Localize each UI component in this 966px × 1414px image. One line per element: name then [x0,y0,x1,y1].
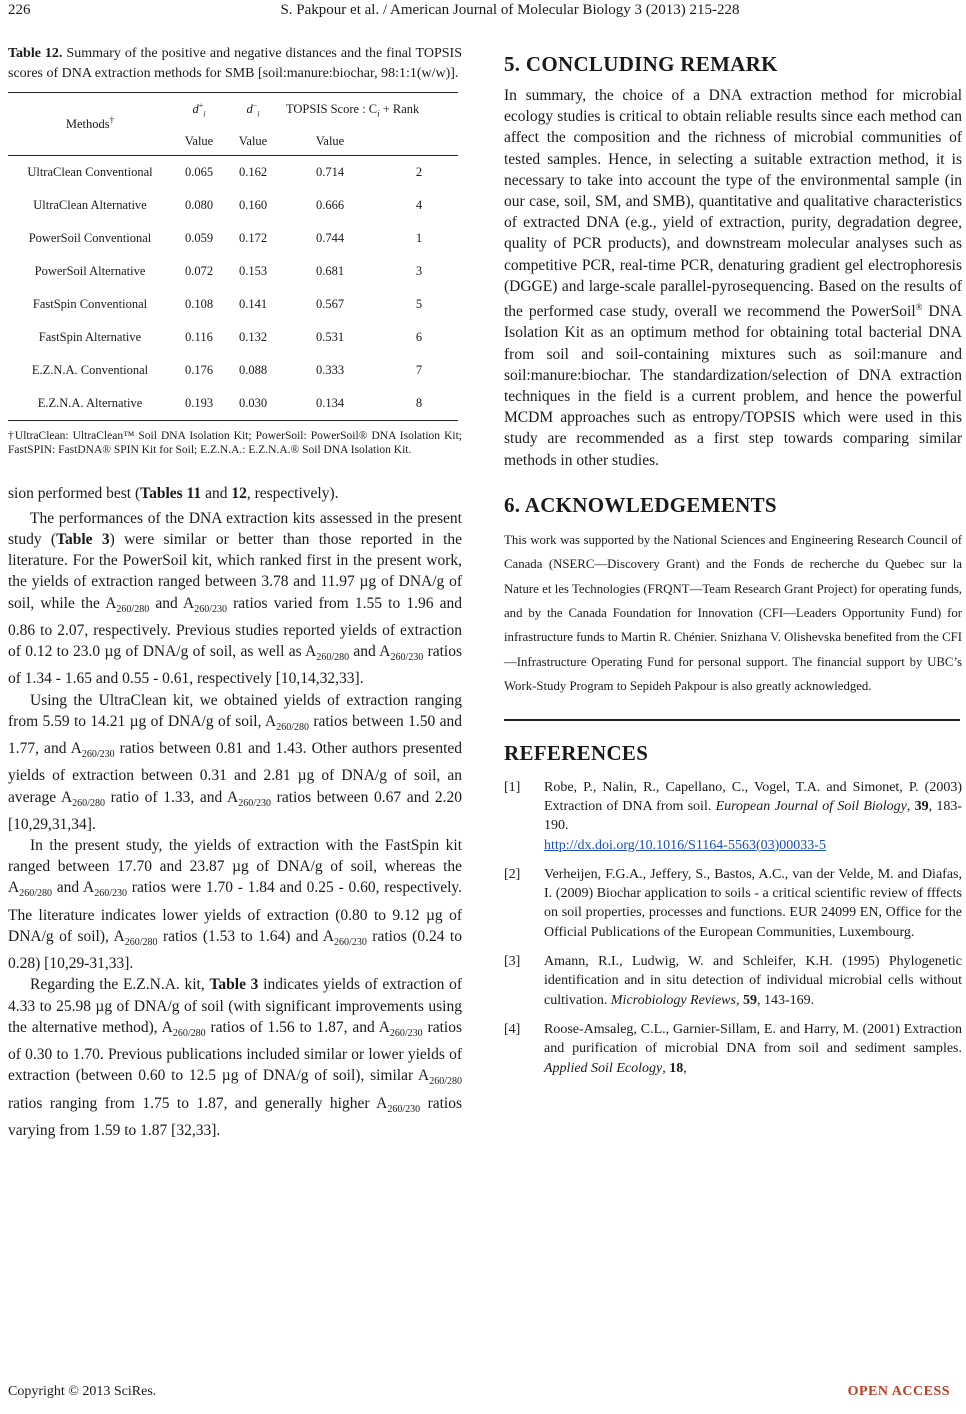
cell-dminus: 0.088 [238,363,268,377]
cell-method: E.Z.N.A. Conventional [31,363,149,377]
body-paragraph: In the present study, the yields of extraction with the FastSpin kit ranged between 17.70 and 23.87 µg of DNA/g of soil, whereas the $A_{260/280}$ and $A_{260/230}$ ratios were 1.70 - 1.84 and 0.25 - 0.60, respectively. The literature indicates lower yields of extraction (0.80 to 9.12 µg of DNA/g of soil), $A_{260/280}$ ratios (1.53 to 1.64) and $A_{260/230}$ ratios (0.24 to 0.28) [10,29-31,33]. [8,837,462,973]
cell-dminus: 0.153 [238,264,268,278]
topsis-summary-table [8,92,458,421]
header-d-minus: $d^-_i$ [246,101,260,119]
table-row [8,189,458,222]
journal-running-title: S. Pakpour et al. / American Journal of Molecular Biology 3 (2013) 215-228 [280,2,740,18]
table-row [8,288,458,321]
cell-dplus: 0.108 [184,297,214,311]
section-heading-references: REFERENCES [504,740,649,765]
cell-method: FastSpin Alternative [38,330,142,344]
header-methods: Methods† [65,115,115,132]
table-row [8,387,458,421]
cell-dplus: 0.193 [184,396,214,410]
header-topsis-score: TOPSIS Score : $C_i$ + Rank [286,101,420,119]
subheader-rank-blank [380,127,458,156]
cell-score: 0.714 [315,165,345,179]
acknowledgements-paragraph: This work was supported by the National Sciences and Engineering Research Council of Canada (NSERC—Discovery Grant) and the Fonds de recherche du Quebec sur la Nature et les Technologies (FRQNT—Team Research Grant Project) for operating funds, and by the Canada Foundation for Innovation (CFI—Leaders Opportunity Fund) for infrastructure funds to Martin R. Chénier. Snizhana V. Olishevska benefited from the CFI—Infrastructure Operating Fund for personal support. The financial support by UBC’s Work-Study Program to Sepideh Pakpour is also greatly acknowledged. [504,532,962,694]
body-paragraph: Regarding the E.Z.N.A. kit, Table 3 indicates yields of extraction of 4.33 to 25.98 µg of DNA/g of soil (with significant improvements using the alternative method), $A_{260/280}$ ratios of 1.56 to 1.87, and $A_{260/230}$ ratios of 0.30 to 1.70. Previous publications included similar or lower yields of extraction (between 0.60 to 12.5 µg of DNA/g of soil), similar $A_{260/280}$ ratios ranging from 1.75 to 1.87, and generally higher $A_{260/230}$ ratios varying from 1.59 to 1.87 [32,33]. [8,976,463,1139]
cell-rank: 1 [415,231,423,245]
cell-method: UltraClean Conventional [27,165,153,179]
table-row [8,156,458,190]
subheader-value-1: Value [184,133,214,148]
cell-score: 0.681 [315,264,345,278]
cell-dplus: 0.059 [184,231,214,245]
cell-dminus: 0.160 [238,198,268,212]
body-paragraph: sion performed best (Tables 11 and 12, respectively). [8,484,339,502]
subheader-value-3: Value [315,133,345,148]
cell-dplus: 0.072 [184,264,214,278]
reference-item [504,1020,962,1078]
cell-dplus: 0.065 [184,165,214,179]
cell-score: 0.567 [315,297,345,311]
cell-score: 0.744 [315,231,345,245]
right-column [504,44,962,1088]
reference-body: Robe, P., Nalin, R., Capellano, C., Vogel, T.A. and Simonet, P. (2003) Extraction of DNA from soil. European Journal of Soil Biology, 39, 183-190. http://dx.doi.org/10.1016/S1164-5563(03)00033-5 [544,779,962,853]
reference-item [504,778,962,855]
table-footnote: †UltraClean: UltraClean™ Soil DNA Isolation Kit; PowerSoil: PowerSoil® DNA Isolation Kit; FastSPIN: FastDNA® SPIN Kit for Soil; E.Z.N.A.: E.Z.N.A.® Soil DNA Isolation Kit. [8,430,462,456]
cell-rank: 7 [415,363,423,377]
reference-item [504,952,962,1010]
cell-dplus: 0.176 [184,363,214,377]
cell-dminus: 0.141 [238,297,268,311]
cell-rank: 8 [415,396,423,410]
table-caption-label: Table 12. [8,46,63,61]
reference-number: [2] [504,866,521,882]
concluding-paragraph: In summary, the choice of a DNA extraction method for microbial ecology studies is critical to obtain reliable results since each method can affect the composition and the richness of microbial communities of tested samples. Hence, in selecting a suitable extraction method, it is necessary to take into account the type of the environmental sample (in our case, soil, SM, and SMB), quantitative and qualitative characteristics of extracted DNA (e.g., yield of extraction, purity, degradation degree, quality of PCR products), and downstream molecular analyses such as competitive PCR, real-time PCR, denaturing gradient gel electrophoresis (DGGE) and large-scale parallel-pyrosequencing. Based on the results of the performed case study, overall we recommend the PowerSoil® DNA Isolation Kit as an optimum method for obtaining total bacterial DNA from soil and soil-containing mixtures such as soil:manure and soil:manure:biochar. The standardization/selection of DNA extraction techniques in the field is a current problem, and hence the powerful MCDM approaches such as entropy/TOPSIS which were used in this study are recommended as a first step towards comparing similar methods in other studies. [504,87,962,469]
cell-dplus: 0.116 [185,330,213,344]
table-row [8,321,458,354]
cell-method: PowerSoil Conventional [28,231,152,245]
cell-method: FastSpin Conventional [32,297,148,311]
reference-number: [3] [504,954,521,970]
footer-open-access: OPEN ACCESS [847,1384,950,1399]
cell-rank: 3 [415,264,423,278]
body-paragraph: The performances of the DNA extraction kits assessed in the present study (Table 3) were similar or better than those reported in the literature. For the PowerSoil kit, which ranked first in the present work, the yields of extraction ranged between 3.78 and 11.97 µg of DNA/g of soil, while the $A_{260/280}$ and $A_{260/230}$ ratios varied from 1.55 to 1.96 and 0.86 to 2.07, respectively. Previous studies reported yields of extraction of 0.12 to 23.0 µg of DNA/g of soil, as well as $A_{260/280}$ and $A_{260/230}$ ratios of 1.34 - 1.65 and 0.55 - 0.61, respectively [10,14,32,33]. [8,509,463,688]
cell-score: 0.531 [315,330,345,344]
cell-score: 0.666 [315,198,345,212]
reference-number: [1] [504,779,521,795]
cell-rank: 5 [415,297,423,311]
cell-dminus: 0.030 [238,396,268,410]
table-caption [8,44,462,84]
table-row [8,354,458,387]
reference-number: [4] [504,1021,521,1037]
cell-score: 0.333 [315,363,345,377]
cell-dplus: 0.080 [184,198,214,212]
left-column [8,44,462,1141]
section-heading-concluding: 5. CONCLUDING REMARK [504,52,778,76]
cell-method: E.Z.N.A. Alternative [37,396,143,410]
page-number: 226 [8,2,31,18]
running-header [0,0,966,24]
reference-body: Roose-Amsaleg, C.L., Garnier-Sillam, E. and Harry, M. (2001) Extraction and purification of microbial DNA from soil and sediment samples. Applied Soil Ecology, 18, [544,1021,962,1076]
cell-rank: 6 [415,330,423,344]
reference-item [504,865,962,942]
cell-rank: 4 [415,198,423,212]
header-d-plus: $d^+_i$ [192,101,206,119]
cell-method: PowerSoil Alternative [34,264,146,278]
cell-dminus: 0.162 [238,165,268,179]
footer-copyright: Copyright © 2013 SciRes. [8,1384,157,1399]
reference-doi-link[interactable]: http://dx.doi.org/10.1016/S1164-5563(03)00033-5 [544,837,826,853]
cell-rank: 2 [415,165,423,179]
cell-method: UltraClean Alternative [33,198,147,212]
subheader-value-2: Value [238,133,268,148]
section-divider [504,719,960,721]
table-row [8,222,458,255]
body-paragraph: Using the UltraClean kit, we obtained yields of extraction ranging from 5.59 to 14.21 µg of DNA/g of soil, $A_{260/280}$ ratios between 1.50 and 1.77, and $A_{260/230}$ ratios between 0.81 and 1.43. Other authors presented yields of extraction between 0.31 and 2.81 µg of DNA/g of soil, an average $A_{260/280}$ ratio of 1.33, and $A_{260/230}$ ratios between 0.67 and 2.20 [10,29,31,34]. [8,691,463,833]
section-heading-acknowledgements: 6. ACKNOWLEDGEMENTS [504,492,777,517]
reference-body: Amann, R.I., Ludwig, W. and Schleifer, K.H. (1995) Phylogenetic identification and in situ detection of individual microbial cells without cultivation. Microbiology Reviews, 59, 143-169. [544,954,962,1008]
cell-dminus: 0.172 [238,231,268,245]
table-row [8,255,458,288]
cell-dminus: 0.132 [238,330,268,344]
table-caption-text: Summary of the positive and negative distances and the final TOPSIS scores of DNA extraction methods for SMB [soil:manure:biochar, 98:1:1(w/w)]. [8,46,462,81]
reference-body: Verheijen, F.G.A., Jeffery, S., Bastos, A.C., van der Velde, M. and Diafas, I. (2009) Biochar application to soils - a critical scientific review of fffects on soil properties, processes and functions. EUR 24099 EN, Office for the Official Publications of the European Communities, Luxembourg. [544,866,962,940]
cell-score: 0.134 [315,396,345,410]
